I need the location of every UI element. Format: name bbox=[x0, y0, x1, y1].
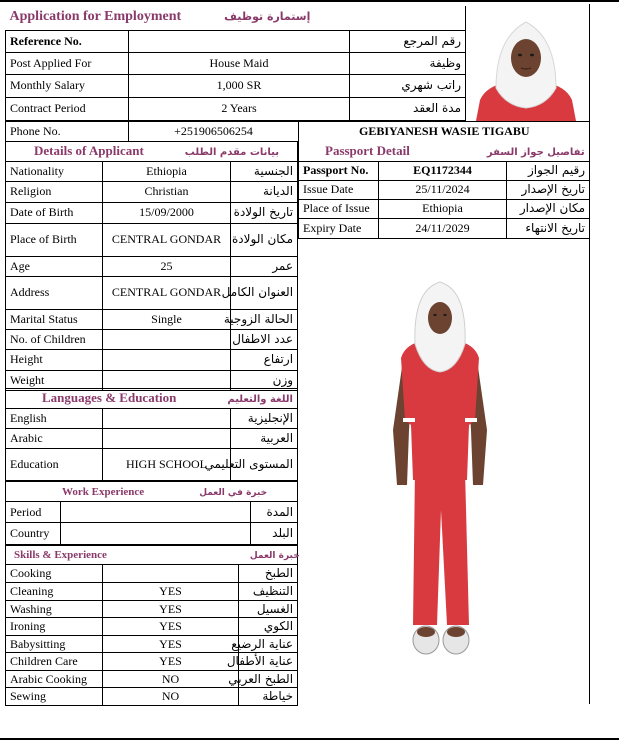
row-label: Babysitting bbox=[6, 636, 103, 653]
row-value: CENTRAL GONDAR bbox=[103, 276, 231, 309]
work-rows bbox=[6, 502, 298, 545]
row-label-ar: المدة bbox=[251, 502, 298, 523]
skills-header-cell bbox=[6, 546, 298, 565]
row-label-ar: الطبخ العربي bbox=[239, 671, 298, 688]
title-row bbox=[6, 6, 466, 30]
row-label: Cleaning bbox=[6, 583, 103, 601]
work-rows-row bbox=[6, 502, 298, 523]
row-label-ar: الطبخ bbox=[239, 565, 298, 583]
phone-label: Phone No. bbox=[6, 122, 129, 142]
row-label-ar: التنظيف bbox=[239, 583, 298, 601]
row-label: Marital Status bbox=[6, 309, 103, 329]
language-rows-row bbox=[6, 409, 298, 429]
row-value: YES bbox=[103, 653, 239, 671]
row-value: Ethiopia bbox=[103, 161, 231, 181]
row-label-ar: تاريخ الانتهاء bbox=[507, 218, 590, 238]
row-value: Ethiopia bbox=[379, 199, 507, 218]
phone-name-table bbox=[5, 121, 590, 142]
row-label-ar: وظيفة bbox=[350, 52, 466, 74]
applicant-name: GEBIYANESH WASIE TIGABU bbox=[299, 122, 590, 142]
row-label-ar: عناية الأطفال bbox=[239, 653, 298, 671]
skills-rows-row bbox=[6, 653, 298, 671]
row-label-ar: ارتفاع bbox=[231, 349, 298, 370]
row-label: Reference No. bbox=[6, 30, 129, 52]
skills-rows-row bbox=[6, 583, 298, 601]
row-value bbox=[61, 502, 251, 523]
row-value bbox=[61, 523, 251, 545]
details-rows-row bbox=[6, 202, 298, 223]
details-rows-row bbox=[6, 256, 298, 276]
row-value: YES bbox=[103, 583, 239, 601]
right-border bbox=[589, 4, 590, 704]
row-label: No. of Children bbox=[6, 329, 103, 349]
skills-header-ar: خبرة العمل bbox=[249, 551, 300, 562]
row-label-ar: العنوان الكامل bbox=[231, 276, 298, 309]
row-label-ar: مكان الإصدار bbox=[507, 199, 590, 218]
row-label-ar: راتب شهري bbox=[350, 74, 466, 97]
details-rows-row bbox=[6, 181, 298, 202]
passport-rows-row bbox=[299, 218, 590, 238]
row-label: Washing bbox=[6, 601, 103, 618]
top-rows-row bbox=[6, 52, 466, 74]
row-label: Address bbox=[6, 276, 103, 309]
row-label: Religion bbox=[6, 181, 103, 202]
row-value: House Maid bbox=[129, 52, 350, 74]
row-label: Sewing bbox=[6, 688, 103, 706]
details-header-cell bbox=[6, 141, 298, 161]
row-label-ar: رقيم الجواز bbox=[507, 161, 590, 180]
row-label-ar: البلد bbox=[251, 523, 298, 545]
passport-header-en: Passport Detail bbox=[325, 142, 410, 158]
row-value bbox=[103, 565, 239, 583]
passport-rows bbox=[299, 161, 590, 238]
row-label-ar: وزن bbox=[231, 370, 298, 390]
row-label: Period bbox=[6, 502, 61, 523]
passport-rows-row bbox=[299, 199, 590, 218]
row-value: YES bbox=[103, 618, 239, 636]
row-label-ar: مكان الولادة bbox=[231, 223, 298, 256]
details-table bbox=[5, 141, 298, 391]
row-label: Post Applied For bbox=[6, 52, 129, 74]
skills-rows-row bbox=[6, 688, 298, 706]
skills-rows-row bbox=[6, 601, 298, 618]
face bbox=[428, 302, 452, 334]
row-label: Arabic bbox=[6, 429, 103, 449]
skills-header-row bbox=[6, 546, 298, 565]
row-label: Place of Issue bbox=[299, 199, 379, 218]
row-label: Expiry Date bbox=[299, 218, 379, 238]
title-cell bbox=[6, 6, 466, 30]
row-label-ar: تاريخ الولادة bbox=[231, 202, 298, 223]
skills-rows-row bbox=[6, 636, 298, 653]
row-value: 1,000 SR bbox=[129, 74, 350, 97]
details-rows-row bbox=[6, 370, 298, 390]
details-rows-row bbox=[6, 309, 298, 329]
row-label: Place of Birth bbox=[6, 223, 103, 256]
details-header-row bbox=[6, 141, 298, 161]
form-title-ar: إستمارة توظيف bbox=[224, 10, 311, 24]
row-label: Ironing bbox=[6, 618, 103, 636]
full-body-svg bbox=[385, 280, 495, 665]
row-label: Passport No. bbox=[299, 161, 379, 180]
passport-rows-row bbox=[299, 161, 590, 180]
details-rows-row bbox=[6, 329, 298, 349]
details-header-ar: بيانات مقدم الطلب bbox=[184, 146, 279, 158]
row-value: HIGH SCHOOL bbox=[103, 449, 231, 481]
row-value bbox=[103, 409, 231, 429]
work-header-en: Work Experience bbox=[62, 485, 145, 498]
row-value: 24/11/2029 bbox=[379, 218, 507, 238]
row-label: Issue Date bbox=[299, 180, 379, 199]
row-label-ar: رقم المرجع bbox=[350, 30, 466, 52]
passport-header-row bbox=[299, 141, 590, 161]
row-label: Nationality bbox=[6, 161, 103, 181]
details-rows-row bbox=[6, 349, 298, 370]
skills-table bbox=[5, 545, 298, 706]
row-value bbox=[129, 30, 350, 52]
form-title-en: Application for Employment bbox=[9, 9, 182, 25]
row-value bbox=[103, 429, 231, 449]
portrait-svg bbox=[466, 8, 586, 121]
details-rows-row bbox=[6, 223, 298, 256]
languages-header-row bbox=[6, 389, 298, 409]
top-info-table bbox=[5, 6, 466, 121]
row-label-ar: الجنسية bbox=[231, 161, 298, 181]
row-value: YES bbox=[103, 636, 239, 653]
row-value bbox=[103, 349, 231, 370]
details-header-en: Details of Applicant bbox=[34, 142, 144, 158]
row-value: 25 bbox=[103, 256, 231, 276]
row-label-ar: الحالة الزوجية bbox=[231, 309, 298, 329]
work-rows-row bbox=[6, 523, 298, 545]
language-rows-row bbox=[6, 429, 298, 449]
details-rows-row bbox=[6, 276, 298, 309]
languages-table bbox=[5, 388, 298, 481]
applicant-full-body-photo bbox=[385, 280, 495, 665]
row-label: Education bbox=[6, 449, 103, 481]
top-border bbox=[0, 0, 619, 4]
portrait-face bbox=[511, 39, 541, 77]
row-value: EQ1172344 bbox=[379, 161, 507, 180]
row-value: CENTRAL GONDAR bbox=[103, 223, 231, 256]
row-value: YES bbox=[103, 601, 239, 618]
trousers bbox=[413, 470, 469, 625]
work-header-cell bbox=[6, 482, 298, 502]
row-label: Height bbox=[6, 349, 103, 370]
row-label: English bbox=[6, 409, 103, 429]
top-rows-row bbox=[6, 30, 466, 52]
skills-rows-row bbox=[6, 618, 298, 636]
applicant-portrait-photo bbox=[466, 8, 586, 121]
row-value: NO bbox=[103, 688, 239, 706]
passport-rows-row bbox=[299, 180, 590, 199]
top-rows-row bbox=[6, 74, 466, 97]
passport-table bbox=[298, 141, 590, 239]
top-rows-row bbox=[6, 97, 466, 120]
row-label-ar: المستوى التعليمي bbox=[231, 449, 298, 481]
row-value: 2 Years bbox=[129, 97, 350, 120]
row-label-ar: عدد الاطفال bbox=[231, 329, 298, 349]
row-label-ar: عمر bbox=[231, 256, 298, 276]
skills-rows-row bbox=[6, 565, 298, 583]
languages-header-en: Languages & Education bbox=[42, 390, 177, 406]
row-label: Age bbox=[6, 256, 103, 276]
row-label-ar: الإنجليزية bbox=[231, 409, 298, 429]
row-label: Date of Birth bbox=[6, 202, 103, 223]
row-label: Contract Period bbox=[6, 97, 129, 120]
row-label-ar: الغسيل bbox=[239, 601, 298, 618]
passport-header-ar: تفاصيل جواز السفر bbox=[486, 146, 585, 158]
language-rows bbox=[6, 409, 298, 481]
row-value bbox=[103, 329, 231, 349]
skills-rows bbox=[6, 565, 298, 706]
languages-header-cell bbox=[6, 389, 298, 409]
row-label: Weight bbox=[6, 370, 103, 390]
row-value: Christian bbox=[103, 181, 231, 202]
details-rows-row bbox=[6, 161, 298, 181]
row-label-ar: تاريخ الإصدار bbox=[507, 180, 590, 199]
row-label-ar: العربية bbox=[231, 429, 298, 449]
bottom-border bbox=[0, 738, 619, 740]
row-value: 15/09/2000 bbox=[103, 202, 231, 223]
work-header-ar: خبرة في العمل bbox=[199, 487, 268, 498]
work-table bbox=[5, 481, 298, 545]
row-label-ar: عناية الرضيع bbox=[239, 636, 298, 653]
row-value bbox=[103, 370, 231, 390]
skills-header-en: Skills & Experience bbox=[14, 549, 107, 562]
row-label: Country bbox=[6, 523, 61, 545]
row-label: Children Care bbox=[6, 653, 103, 671]
row-value: 25/11/2024 bbox=[379, 180, 507, 199]
row-label: Cooking bbox=[6, 565, 103, 583]
row-label-ar: الكوي bbox=[239, 618, 298, 636]
work-header-row bbox=[6, 482, 298, 502]
skills-rows-row bbox=[6, 671, 298, 688]
row-label-ar: مدة العقد bbox=[350, 97, 466, 120]
row-value: Single bbox=[103, 309, 231, 329]
details-rows bbox=[6, 161, 298, 390]
row-label-ar: خياطة bbox=[239, 688, 298, 706]
language-rows-row bbox=[6, 449, 298, 481]
languages-header-ar: اللغة والتعليم bbox=[227, 394, 293, 406]
passport-header-cell bbox=[299, 141, 590, 161]
top-rows bbox=[6, 30, 466, 120]
row-value: NO bbox=[103, 671, 239, 688]
row-label: Arabic Cooking bbox=[6, 671, 103, 688]
row-label-ar: الديانة bbox=[231, 181, 298, 202]
row-label: Monthly Salary bbox=[6, 74, 129, 97]
phone-value: +251906506254 bbox=[129, 122, 299, 142]
